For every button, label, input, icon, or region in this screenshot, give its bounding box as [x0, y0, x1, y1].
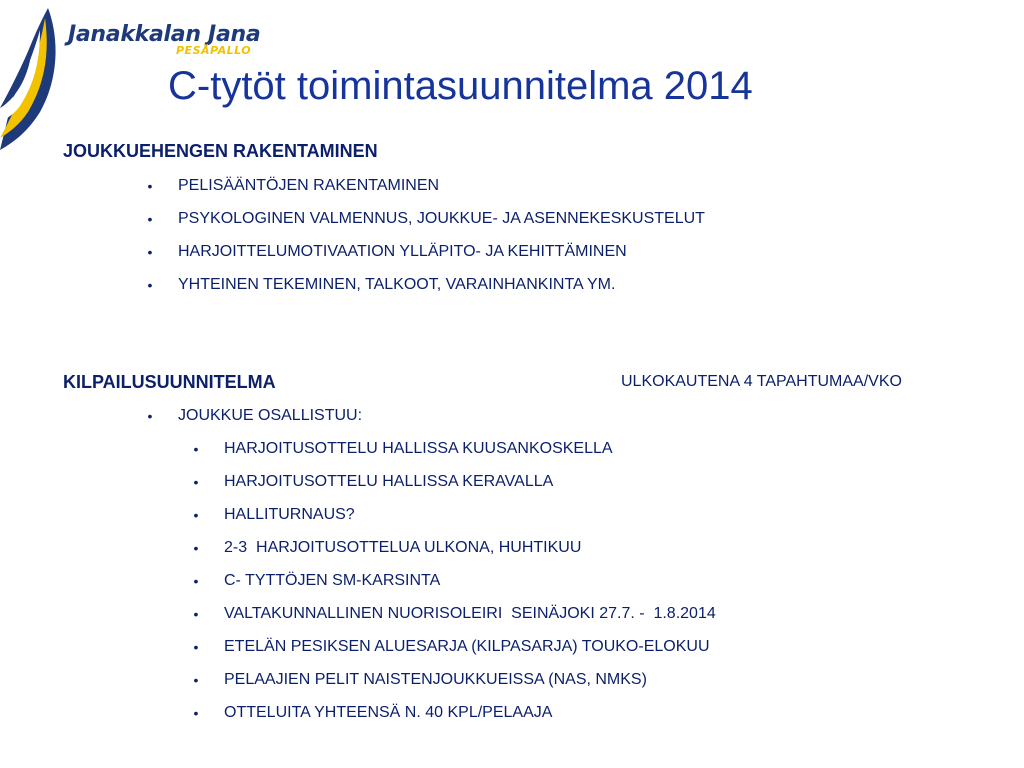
slide-title: C-tytöt toimintasuunnitelma 2014 [168, 64, 753, 108]
competition-events-list [193, 439, 716, 736]
list-item [193, 604, 716, 637]
club-logo [68, 22, 261, 57]
list-item [193, 571, 716, 604]
bullet-icon: • [193, 573, 199, 589]
list-item [147, 275, 705, 308]
list-item [147, 209, 705, 242]
bullet-icon: • [147, 408, 153, 424]
club-logo-name: Janakkalan Jana [68, 22, 261, 47]
club-logo-sub: PESÄPALLO [176, 44, 252, 57]
list-item [193, 505, 716, 538]
list-item [147, 242, 705, 275]
bullet-icon: • [193, 507, 199, 523]
list-item [193, 439, 716, 472]
list-item-text: PELISÄÄNTÖJEN RAKENTAMINEN [178, 177, 440, 194]
bullet-icon: • [193, 639, 199, 655]
team-spirit-list [147, 176, 705, 308]
list-item [193, 670, 716, 703]
team-spirit-heading: JOUKKUEHENGEN RAKENTAMINEN [63, 141, 378, 161]
list-item [147, 176, 705, 209]
bullet-icon: • [193, 540, 199, 556]
list-item [193, 538, 716, 571]
list-item-text: HARJOITTELUMOTIVAATION YLLÄPITO- JA KEHITTÄMINEN [178, 243, 627, 260]
club-logo-swoosh-icon [0, 0, 70, 150]
list-item-text: OTTELUITA YHTEENSÄ N. 40 KPL/PELAAJA [224, 704, 553, 721]
list-item-text: C- TYTTÖJEN SM-KARSINTA [224, 572, 441, 589]
bullet-icon: • [193, 672, 199, 688]
list-item [193, 703, 716, 736]
list-item-text: PSYKOLOGINEN VALMENNUS, JOUKKUE- JA ASENNEKESKUSTELUT [178, 210, 705, 227]
list-item-text: ETELÄN PESIKSEN ALUESARJA (KILPASARJA) TOUKO-ELOKUU [224, 638, 710, 655]
list-item-text: PELAAJIEN PELIT NAISTENJOUKKUEISSA (NAS, NMKS) [224, 671, 647, 688]
list-item-text: JOUKKUE OSALLISTUU: [178, 407, 363, 424]
bullet-icon: • [147, 178, 153, 194]
competition-intro-list [147, 406, 363, 439]
list-item [147, 406, 363, 439]
list-item-text: HARJOITUSOTTELU HALLISSA KERAVALLA [224, 473, 554, 490]
bullet-icon: • [147, 244, 153, 260]
list-item-text: YHTEINEN TEKEMINEN, TALKOOT, VARAINHANKINTA YM. [178, 276, 616, 293]
bullet-icon: • [193, 606, 199, 622]
bullet-icon: • [147, 211, 153, 227]
outdoor-season-note: ULKOKAUTENA 4 TAPAHTUMAA/VKO [621, 373, 902, 390]
bullet-icon: • [147, 277, 153, 293]
list-item-text: HALLITURNAUS? [224, 506, 355, 523]
list-item-text: 2-3 HARJOITUSOTTELUA ULKONA, HUHTIKUU [224, 539, 582, 556]
list-item-text: VALTAKUNNALLINEN NUORISOLEIRI SEINÄJOKI 27.7. - 1.8.2014 [224, 605, 716, 622]
list-item-text: HARJOITUSOTTELU HALLISSA KUUSANKOSKELLA [224, 440, 613, 457]
competition-heading: KILPAILUSUUNNITELMA [63, 372, 276, 392]
bullet-icon: • [193, 441, 199, 457]
list-item [193, 637, 716, 670]
bullet-icon: • [193, 705, 199, 721]
bullet-icon: • [193, 474, 199, 490]
list-item [193, 472, 716, 505]
